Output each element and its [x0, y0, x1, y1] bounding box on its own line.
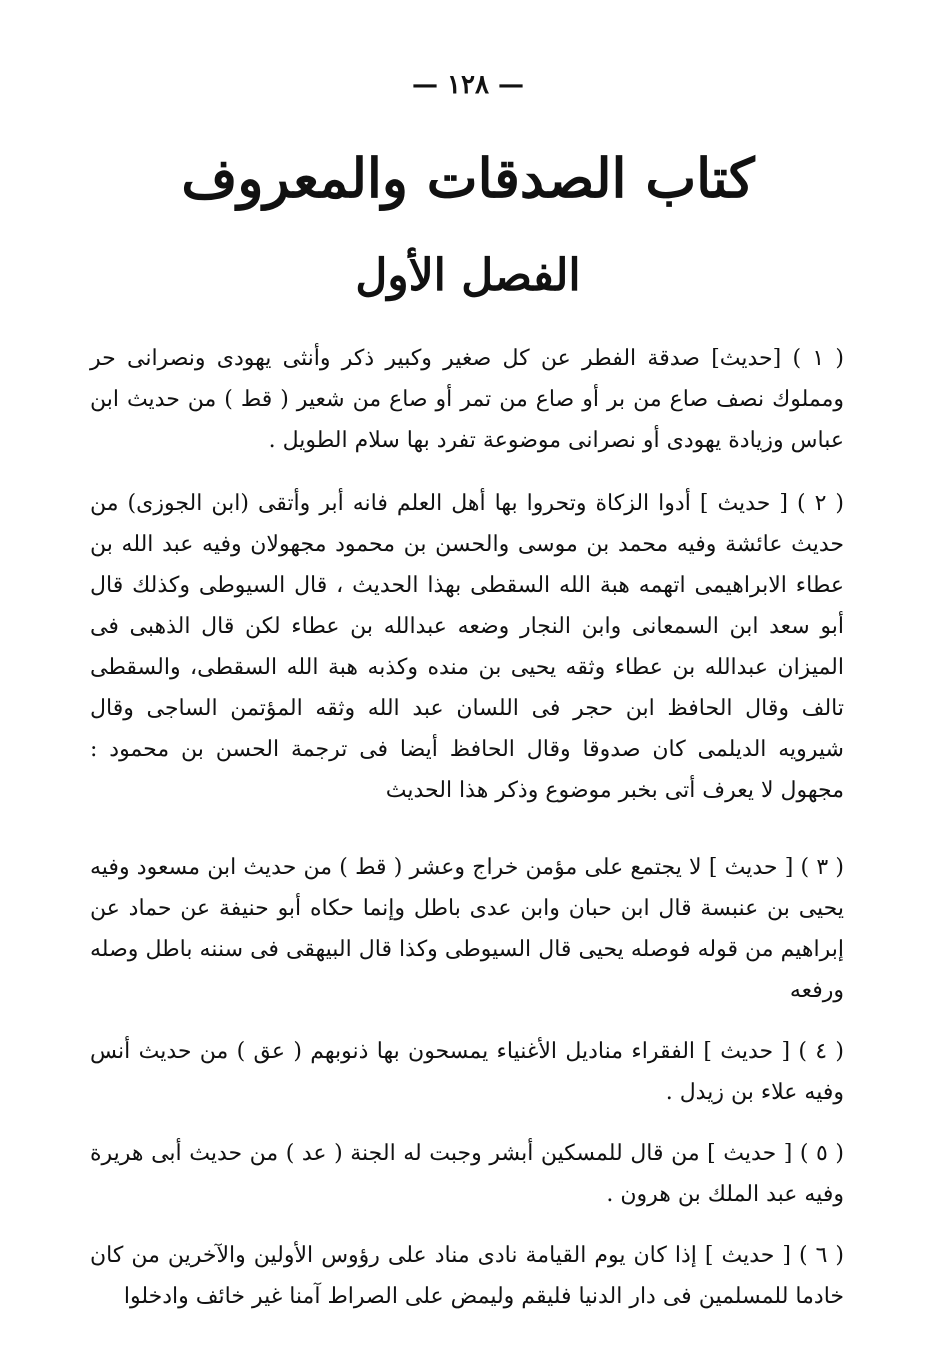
hadith-number: ( ١ ) — [792, 346, 845, 371]
hadith-text: [ حديث ] من قال للمسكين أبشر وجبت له الجنة ( عد ) من حديث أبى هريرة وفيه عبد الملك بن هرون . — [90, 1141, 844, 1207]
hadith-text: [ حديث ] لا يجتمع على مؤمن خراج وعشر ( قط ) من حديث ابن مسعود وفيه يحيى بن عنبسة قال ابن حبان وابن عدى باطل وإنما حكاه أبو حنيفة عن حماد عن إبراهيم من قوله فوصله يحيى قال السيوطى وكذا قال البيهقى فى سننه باطل وصله ورفعه — [90, 855, 844, 1003]
hadith-entry-2 — [90, 483, 844, 811]
hadith-number: ( ٣ ) — [800, 855, 844, 880]
hadith-list — [90, 338, 844, 1317]
hadith-number: ( ٦ ) — [798, 1243, 845, 1268]
hadith-text: [ حديث ] الفقراء مناديل الأغنياء يمسحون بها ذنوبهم ( عق ) من حديث أنس وفيه علاء بن زيدل . — [90, 1039, 844, 1105]
book-title: كتاب الصدقات والمعروف — [181, 146, 755, 210]
hadith-number: ( ٢ ) — [796, 491, 844, 516]
hadith-text: [ حديث ] أدوا الزكاة وتحروا بها أهل العلم فانه أبر وأتقى (ابن الجوزى) من حديث عائشة وفيه محمد بن موسى والحسن بن محمود مجهولان وفيه عبد الله بن عطاء الابراهيمى اتهمه هبة الله السقطى بهذا الحديث ، قال السيوطى وكذلك قال أبو سعد ابن السمعانى وابن النجار وضعه عبدالله بن عطاء لكن قال الذهبى فى الميزان عبدالله بن عطاء وثقه يحيى بن منده وكذبه هبة الله السقطى، والسقطى تالف وقال الحافظ ابن حجر فى اللسان عبد الله وثقه المؤتمن الساجى وقال شيرويه الديلمى كان صدوقا وقال الحافظ أيضا فى ترجمة الحسن بن محمود : مجهول لا يعرف أتى بخبر موضوع وذكر هذا الحديث — [90, 491, 844, 803]
page-number: — ١٢٨ — — [411, 70, 525, 100]
hadith-text: [حديث] صدقة الفطر عن كل صغير وكبير ذكر وأنثى يهودى ونصرانى حر ومملوك نصف صاع من بر أو صاع من تمر أو صاع من شعير ( قط ) من حديث ابن عباس وزيادة يهودى أو نصرانى موضوعة تفرد بها سلام الطويل . — [90, 346, 844, 453]
hadith-entry-5 — [90, 1133, 844, 1215]
hadith-entry-6 — [90, 1235, 844, 1317]
hadith-number: ( ٥ ) — [799, 1141, 844, 1166]
hadith-entry-1 — [90, 338, 844, 461]
hadith-entry-3 — [90, 847, 844, 1011]
section-title: الفصل الأول — [355, 250, 581, 301]
hadith-text: [ حديث ] إذا كان يوم القيامة نادى مناد على رؤوس الأولين والآخرين من كان خادما للمسلمين فى دار الدنيا فليقم وليمض على الصراط آمنا غير خائف وادخلوا — [90, 1243, 844, 1309]
hadith-entry-4 — [90, 1031, 844, 1113]
hadith-number: ( ٤ ) — [798, 1039, 845, 1064]
